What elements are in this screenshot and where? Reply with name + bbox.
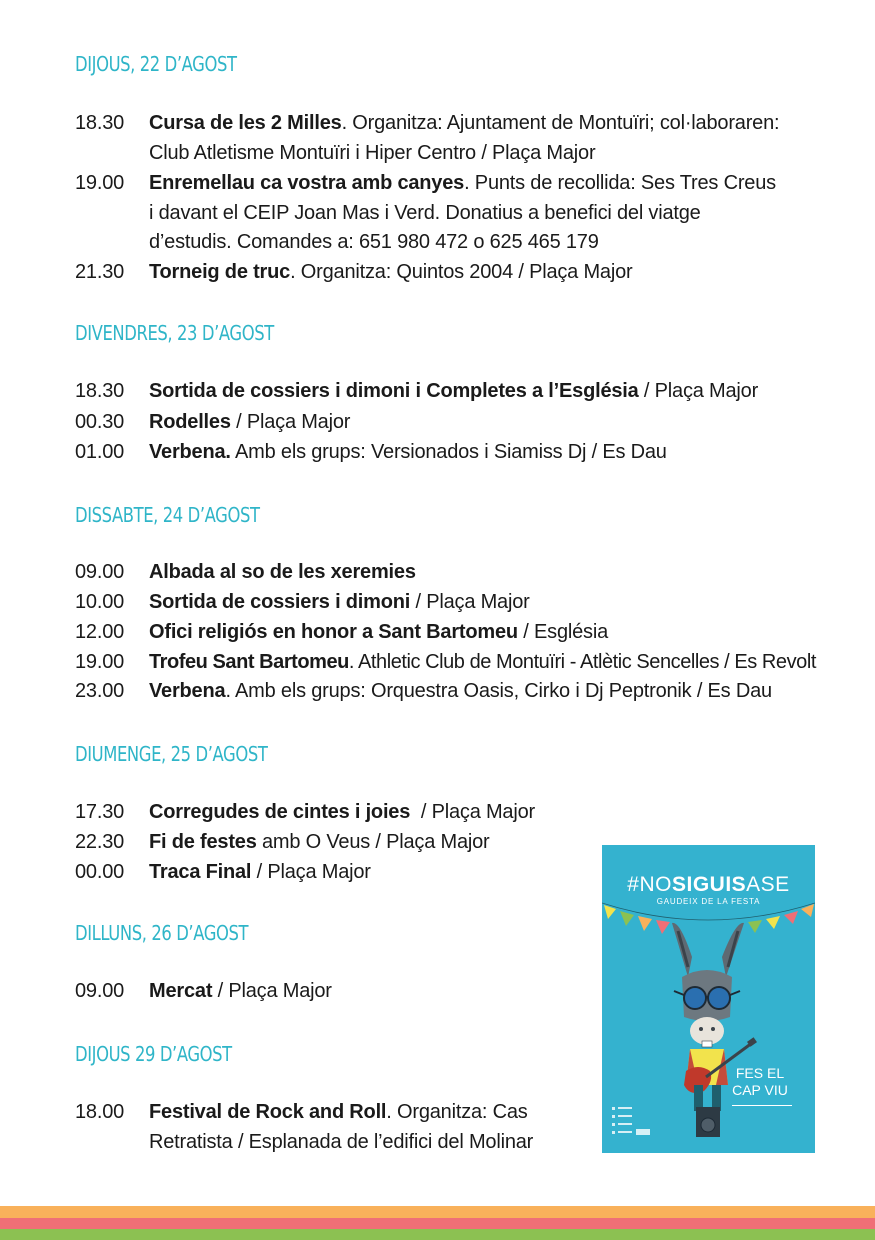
event-details: / Plaça Major (251, 861, 371, 883)
event-time: 17.30 (75, 801, 125, 823)
event-time: 21.30 (75, 261, 125, 283)
event-item (75, 408, 820, 438)
event-details: / Plaça Major (410, 591, 530, 613)
event-time: 23.00 (75, 680, 125, 702)
day-heading: DISSABTE, 24 D’AGOST (75, 503, 260, 527)
poster-tagline: FES EL CAP VIU (732, 1065, 788, 1098)
day-heading: DIJOUS, 22 D’AGOST (75, 52, 237, 76)
event-time: 09.00 (75, 561, 125, 583)
footer-stripe-orange (0, 1206, 875, 1218)
event-details: . Amb els grups: Orquestra Oasis, Cirko i Dj Peptronik / Es Dau (225, 680, 772, 702)
event-details: / Plaça Major (212, 980, 332, 1002)
event-time: 09.00 (75, 980, 125, 1002)
poster-tagline-underline (732, 1105, 792, 1106)
event-title: Enremellau ca vostra amb canyes (149, 172, 465, 194)
event-item (75, 438, 820, 468)
event-details: . Athletic Club de Montuïri - Atlètic Sencelles / Es Revolt (348, 651, 816, 673)
event-item (75, 588, 820, 618)
event-title: Torneig de truc (149, 261, 291, 283)
event-time: 12.00 (75, 621, 125, 643)
event-time: 19.00 (75, 172, 125, 194)
poster-illustration (602, 845, 815, 1153)
footer-stripe-pink (0, 1218, 875, 1229)
event-time: 10.00 (75, 591, 125, 613)
event-title: Rodelles (149, 411, 231, 433)
event-title: Festival de Rock and Roll (149, 1101, 387, 1123)
bunting-flags-icon (604, 904, 814, 934)
event-time: 19.00 (75, 651, 125, 673)
event-time: 18.30 (75, 380, 125, 402)
event-item (75, 377, 820, 407)
poster-hashtag: #NOSIGUISASE (627, 873, 790, 896)
event-item (75, 618, 820, 648)
poster-subtitle: GAUDEIX DE LA FESTA (656, 897, 761, 906)
event-details: . Organitza: Cas Retratista / Esplanada de l’edifici del Molinar (149, 1101, 534, 1153)
event-title: Verbena (149, 680, 226, 702)
event-details: amb O Veus / Plaça Major (256, 831, 490, 853)
event-time: 22.30 (75, 831, 125, 853)
event-item (75, 109, 820, 168)
day-heading: DIJOUS 29 D’AGOST (75, 1042, 232, 1066)
event-title: Sortida de cossiers i dimoni (149, 591, 411, 613)
event-time: 00.00 (75, 861, 125, 883)
event-item (75, 1098, 575, 1157)
festival-poster (602, 845, 815, 1153)
event-details: / Església (517, 621, 609, 643)
day-heading: DIVENDRES, 23 D’AGOST (75, 321, 274, 345)
event-time: 18.30 (75, 112, 125, 134)
event-title: Albada al so de les xeremies (149, 561, 416, 583)
event-title: Verbena. (149, 441, 231, 463)
event-item (75, 798, 820, 828)
sponsor-logos-icon (612, 1107, 650, 1135)
event-title: Corregudes de cintes i joies (149, 801, 411, 823)
event-title: Cursa de les 2 Milles (149, 112, 342, 134)
day-heading: DILLUNS, 26 D’AGOST (75, 921, 249, 945)
event-time: 18.00 (75, 1101, 125, 1123)
footer-stripe-green (0, 1229, 875, 1240)
event-details: / Plaça Major (230, 411, 351, 433)
event-title: Mercat (149, 980, 213, 1002)
event-item (75, 258, 820, 288)
event-details: / Plaça Major (410, 801, 535, 823)
event-item (75, 677, 820, 707)
event-item (75, 648, 820, 678)
event-details: . Organitza: Ajuntament de Montuïri; col·laboraren: Club Atletisme Montuïri i Hiper Centro / Plaça Major (149, 112, 780, 164)
event-time: 01.00 (75, 441, 125, 463)
event-time: 00.30 (75, 411, 125, 433)
event-title: Trofeu Sant Bartomeu (149, 651, 349, 673)
event-title: Ofici religiós en honor a Sant Bartomeu (149, 621, 518, 643)
event-title: Sortida de cossiers i dimoni i Completes a l’Església (149, 380, 639, 402)
event-details: . Punts de recollida: Ses Tres Creus i davant el CEIP Joan Mas i Verd. Donatius a benefici del viatge d’estudis. Comandes a: 651 980 472 o 625 465 179 (149, 172, 776, 254)
event-title: Traca Final (149, 861, 252, 883)
event-item (75, 558, 820, 588)
day-heading: DIUMENGE, 25 D’AGOST (75, 742, 268, 766)
event-item (75, 169, 820, 258)
event-details: Amb els grups: Versionados i Siamiss Dj / Es Dau (230, 441, 667, 463)
event-title: Fi de festes (149, 831, 257, 853)
event-details: / Plaça Major (638, 380, 759, 402)
event-details: . Organitza: Quintos 2004 / Plaça Major (290, 261, 633, 283)
